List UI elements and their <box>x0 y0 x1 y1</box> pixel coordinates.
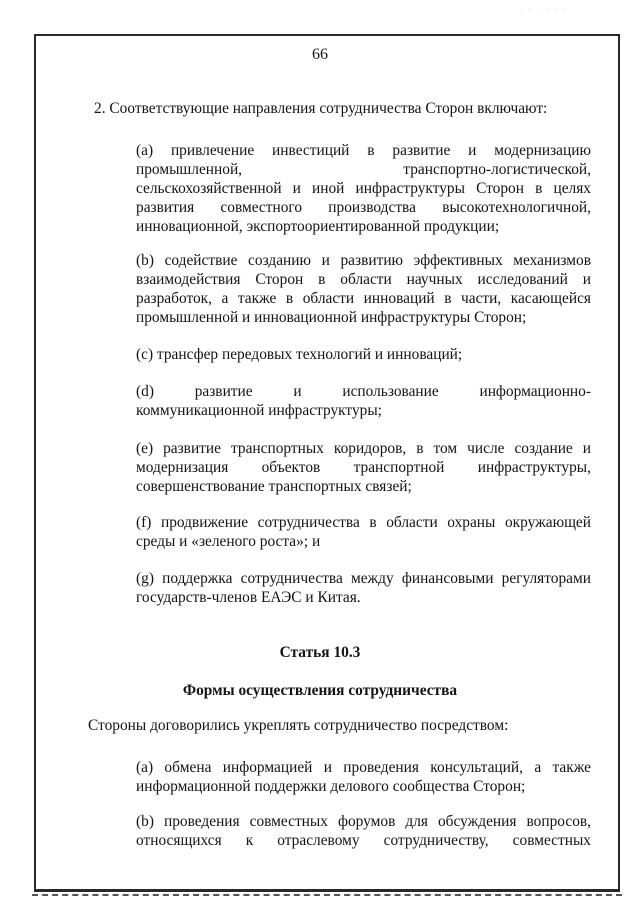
item-line: промышленной, транспортно-логистической, <box>136 161 591 178</box>
item-line: промышленной и инновационной инфраструктуры Сторон; <box>136 309 527 326</box>
item-line: совершенствование транспортных связей; <box>136 478 412 495</box>
item-line: (c) трансфер передовых технологий и инноваций; <box>136 346 463 363</box>
item-line: информационной поддержки делового сообщества Сторон; <box>136 778 526 795</box>
item-line: (a) обмена информацией и проведения консультаций, а также <box>136 759 591 776</box>
item-line: развития совместного производства высокотехнологичной, <box>136 199 591 216</box>
item-line: инновационной, экспортоориентированной продукции; <box>136 218 500 235</box>
item-line: государств-членов ЕАЭС и Китая. <box>136 589 361 606</box>
item-line: сельскохозяйственной и иной инфраструктуры Сторон в целях <box>136 180 591 197</box>
article-intro: Стороны договорились укреплять сотрудничество посредством: <box>88 717 509 734</box>
item-line: (g) поддержка сотрудничества между финансовыми регуляторами <box>136 570 591 587</box>
item-line: коммуникационной инфраструктуры; <box>136 402 382 419</box>
item-line: (b) содействие созданию и развитию эффективных механизмов <box>136 252 591 269</box>
item-line: относящихся к отраслевому сотрудничеству, совместных <box>136 832 591 849</box>
article-subtitle: Формы осуществления сотрудничества <box>182 682 458 699</box>
item-line: (b) проведения совместных форумов для обсуждения вопросов, <box>136 813 591 830</box>
item-line: (f) продвижение сотрудничества в области охраны окружающей <box>136 514 591 531</box>
item-line: (a) привлечение инвестиций в развитие и модернизацию <box>136 142 591 159</box>
item-line: (e) развитие транспортных коридоров, в том числе создание и <box>136 440 591 457</box>
item-line: взаимодействия Сторон в области научных исследований и <box>136 271 591 288</box>
item-line: (d) развитие и использование информационно- <box>136 383 591 400</box>
item-line: модернизация объектов транспортной инфраструктуры, <box>136 459 591 476</box>
page-number: 66 <box>312 46 328 63</box>
item-line: разработок, а также в области инноваций в части, касающейся <box>136 290 591 307</box>
item-line: среды и «зеленого роста»; и <box>136 533 321 550</box>
scan-marks: · · · · · · <box>520 6 568 15</box>
section-intro: 2. Соответствующие направления сотрудничества Сторон включают: <box>94 100 548 117</box>
article-title: Статья 10.3 <box>279 644 361 661</box>
